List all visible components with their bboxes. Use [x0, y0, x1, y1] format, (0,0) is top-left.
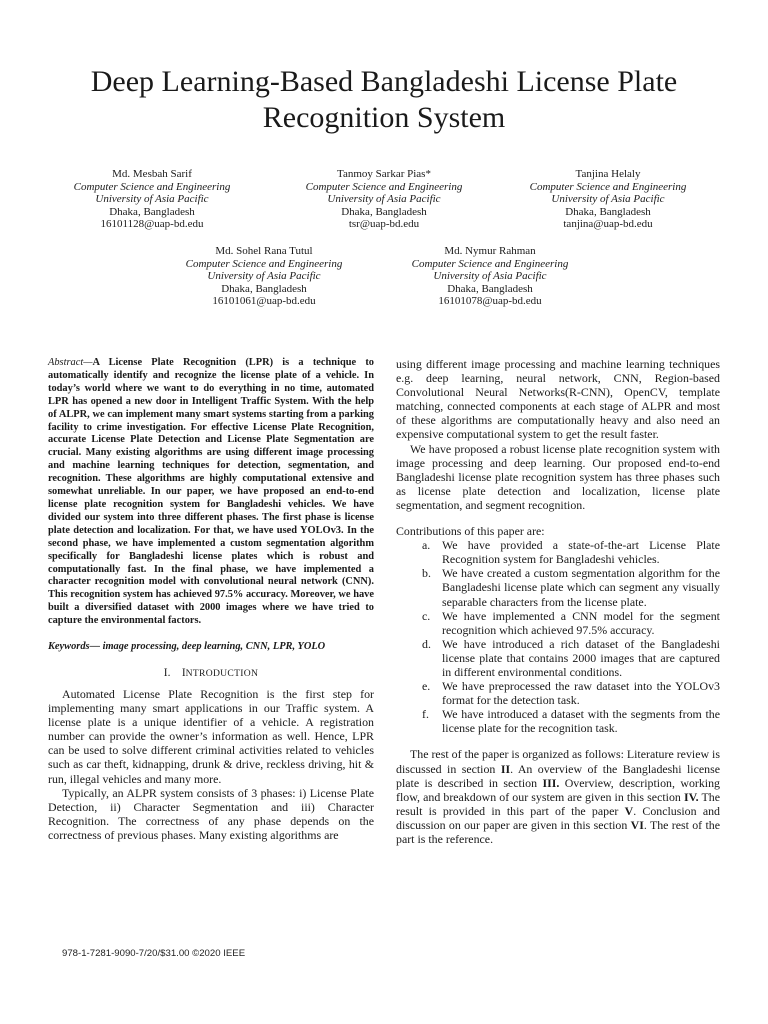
keywords-text: image processing, deep learning, CNN, LPR, YOLO: [99, 641, 326, 653]
list-item-text: We have created a custom segmentation algorithm for the Bangladeshi license plate which can segment any visually separable characters from the license plate.: [442, 566, 720, 609]
org-section-ref: III.: [542, 775, 560, 790]
author-name: Md. Nymur Rahman: [444, 245, 536, 257]
org-text: . Conclusion and discussion on our paper are given in this section: [396, 803, 720, 832]
body-paragraph: using different image processing and machine learning techniques e.g. deep learning, neural network, CNN, Region-based Convolutional Neural Networks(R-CNN), OpenCV, template matching, connected components at each stage of ALPR and most of these algorithms are computationally heavy and also need an expensive computational system to get the result faster.: [396, 357, 720, 442]
body-paragraph: We have proposed a robust license plate recognition system with image processing and deep learning. Our proposed end-to-end Bangladeshi license plate recognition system has three phases such as license plate detection and localization, license plate segmentation, and segment recognition.: [396, 441, 720, 512]
list-item-text: We have implemented a CNN model for the segment recognition which achieved 97.5% accuracy.: [442, 608, 720, 637]
org-section-ref: V: [624, 803, 634, 818]
org-section-ref: VI: [630, 817, 644, 832]
list-item: [396, 609, 720, 637]
paper-title: Deep Learning-Based Bangladeshi License Plate Recognition System: [90, 65, 678, 134]
org-text: The rest of the paper is organized as follows: Literature review is discussed in section: [396, 747, 720, 776]
list-marker: e.: [422, 679, 431, 694]
abstract: [48, 357, 374, 628]
author-location: Dhaka, Bangladesh: [447, 282, 533, 295]
list-item: [396, 538, 720, 566]
org-section-ref: II: [500, 761, 511, 776]
author-department: Computer Science and Engineering: [305, 180, 463, 193]
list-marker: f.: [422, 707, 429, 722]
author-university: University of Asia Pacific: [433, 270, 547, 283]
author-location: Dhaka, Bangladesh: [341, 205, 427, 218]
author-block-4: [152, 245, 376, 308]
author-name: Md. Mesbah Sarif: [112, 168, 192, 180]
list-marker: c.: [422, 608, 431, 623]
section-heading-introduction: [48, 666, 374, 681]
intro-paragraph-1: Automated License Plate Recognition is the first step for implementing many smart applications in our Traffic system. A license plate is a unique identifier of a vehicle. A registration number can provide the owner’s information as well. Hence, LPR can be used to solve different criminal activities related to vehicles such as car theft, kidnapping, drunk & drive, reckless driving, hit & run, illegal vehicles and many more.: [48, 686, 374, 786]
list-item-text: We have introduced a dataset with the segments from the license plate for the recognition task.: [442, 707, 720, 736]
list-marker: a.: [422, 538, 431, 553]
author-block-5: [378, 245, 602, 308]
author-university: University of Asia Pacific: [207, 270, 321, 283]
list-item-text: We have preprocessed the raw dataset into the YOLOv3 format for the detection task.: [442, 679, 720, 708]
author-name: Tanmoy Sarkar Pias*: [337, 168, 431, 180]
abstract-text: A License Plate Recognition (LPR) is a technique to automatically identify and recognize the license plate of a vehicle. In today’s world where we want to do everything in no time, automated LPR has opened a new door in Intelligent Traffic System. With the help of ALPR, we can implement many smart systems starting from a parking facility to crime investigation. For effective License Plate Recognition, accurate License Plate Detection and License Plate Segmentation are crucial. Many existing algorithms are using different image processing and machine learning techniques for detection, segmentation, and recognition. These algorithms are highly computational extensive and somewhat unreliable. In our paper, we have proposed an end-to-end license plate recognition system for Bangladeshi vehicles. We have divided our system into three different phases. The first phase is license plate detection and localization. For that, we have used YOLOv3. In the second phase, we have implemented a custom segmentation algorithm specifically for Bangladeshi license plates which is robust and computationally fast. In the final phase, we have implemented a character recognition model with convolutional neural network (CNN). This recognition system has achieved 97.5% accuracy. Moreover, we have built a diversified dataset with 2000 images where we have tried to capture the environmental factors.: [48, 357, 374, 627]
list-item: [396, 637, 720, 679]
author-email: 16101128@uap-bd.edu: [100, 218, 204, 231]
list-item: [396, 707, 720, 735]
author-name: Tanjina Helaly: [575, 168, 641, 180]
list-item-text: We have introduced a rich dataset of the Bangladeshi license plate that contains 2000 images that are captured in different environmental conditions.: [442, 636, 720, 679]
abstract-label: Abstract—: [48, 357, 93, 368]
list-item-text: We have provided a state-of-the-art License Plate Recognition system for Bangladeshi vehicles.: [442, 538, 720, 567]
author-university: University of Asia Pacific: [327, 193, 441, 206]
author-block-3: [496, 168, 720, 231]
list-item: [396, 679, 720, 707]
organization-paragraph: [396, 747, 720, 846]
org-text: . The rest of the part is the reference.: [396, 817, 720, 846]
org-text: Overview, description, working flow, and breakdown of our system are given in this section: [396, 775, 720, 804]
copyright-footer: 978-1-7281-9090-7/20/$31.00 ©2020 IEEE: [62, 948, 246, 959]
author-location: Dhaka, Bangladesh: [565, 205, 651, 218]
author-block-2: [272, 168, 496, 231]
list-marker: b.: [422, 566, 431, 581]
author-email: 16101078@uap-bd.edu: [438, 295, 542, 308]
org-section-ref: IV.: [683, 789, 699, 804]
contributions-list: [396, 538, 720, 735]
author-department: Computer Science and Engineering: [73, 180, 231, 193]
author-department: Computer Science and Engineering: [411, 257, 569, 270]
section-title-initial: I: [181, 666, 186, 679]
section-title-rest: NTRODUCTION: [185, 667, 259, 679]
contributions-intro: Contributions of this paper are:: [396, 524, 545, 539]
org-text: . An overview of the Bangladeshi license plate is described in section: [396, 761, 720, 790]
org-text: The result is provided in this part of the paper: [396, 789, 720, 818]
intro-paragraph-2: Typically, an ALPR system consists of 3 phases: i) License Plate Detection, ii) Character Segmentation and iii) Character Recognition. The correctness of any phase depends on the correctness of previous phases. Many existing algorithms are: [48, 785, 374, 842]
author-name: Md. Sohel Rana Tutul: [215, 245, 313, 257]
left-column: [48, 357, 374, 842]
author-university: University of Asia Pacific: [551, 193, 665, 206]
list-marker: d.: [422, 636, 431, 651]
author-university: University of Asia Pacific: [95, 193, 209, 206]
list-item: [396, 566, 720, 608]
right-column: [396, 357, 720, 846]
keywords-label: Keywords—: [48, 641, 100, 653]
section-number: I.: [163, 666, 171, 679]
author-email: tsr@uap-bd.edu: [348, 218, 420, 231]
author-department: Computer Science and Engineering: [185, 257, 343, 270]
keywords: [48, 641, 374, 654]
author-location: Dhaka, Bangladesh: [109, 205, 195, 218]
author-department: Computer Science and Engineering: [529, 180, 687, 193]
author-email: 16101061@uap-bd.edu: [212, 295, 316, 308]
author-email: tanjina@uap-bd.edu: [563, 218, 653, 231]
author-block-1: [40, 168, 264, 231]
author-location: Dhaka, Bangladesh: [221, 282, 307, 295]
